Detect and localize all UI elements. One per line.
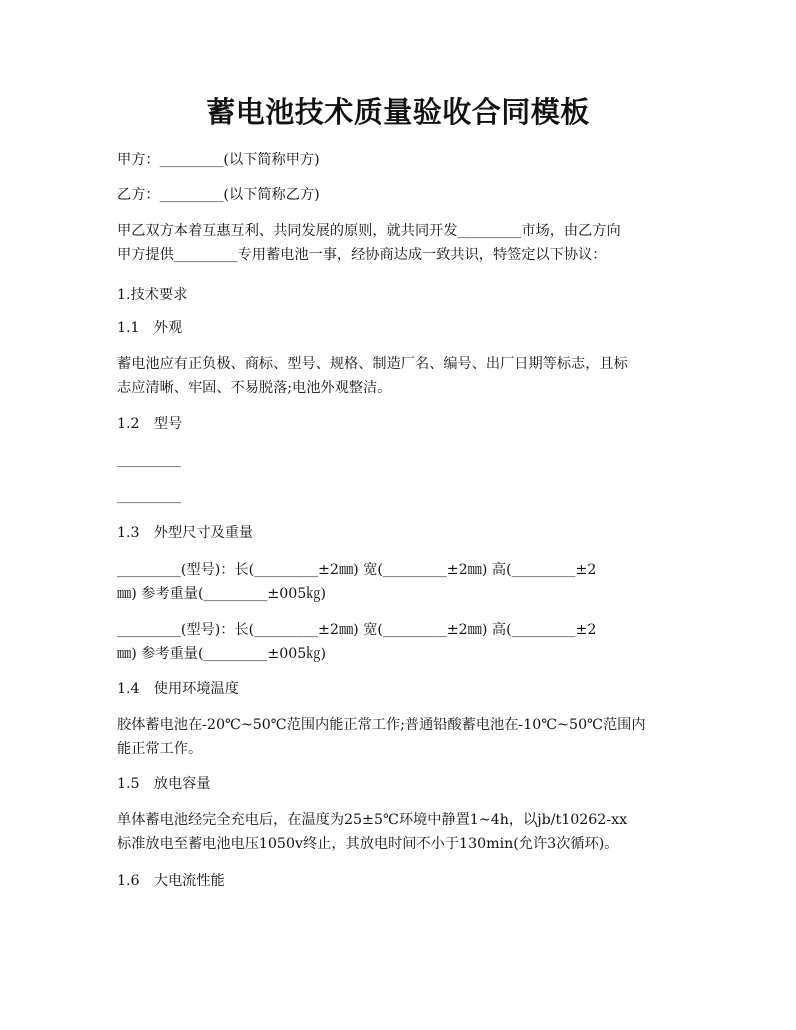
discharge-text-line-2: 标准放电至蓄电池电压1050v终止，其放电时间不小于130min(允许3次循环)。	[117, 836, 619, 852]
section-heading-model: 1.2 型号	[117, 416, 183, 432]
appearance-text-line-1: 蓄电池应有正负极、商标、型号、规格、制造厂名、编号、出厂日期等标志，且标	[117, 356, 628, 372]
discharge-text-line-1: 单体蓄电池经完全充电后，在温度为25±5℃环境中静置1~4h，以jb/t10262-xx	[117, 812, 628, 828]
temperature-text-line-2: 能正常工作。	[117, 741, 203, 757]
dimensions-spec-1-line-2: ㎜) 参考重量(_________±005㎏)	[117, 586, 327, 602]
document-title: 蓄电池技术质量验收合同模板	[206, 95, 590, 129]
temperature-text-line-1: 胶体蓄电池在-20℃~50℃范围内能正常工作;普通铅酸蓄电池在-10℃~50℃范围内	[117, 717, 646, 733]
section-heading-appearance: 1.1 外观	[117, 320, 183, 336]
model-blank-1: _________	[117, 452, 181, 468]
dimensions-spec-1-line-1: _________(型号)：长(_________±2㎜) 宽(_________±2㎜) 高(_________±2	[117, 562, 597, 578]
party-a-line: 甲方：_________(以下简称甲方)	[117, 152, 320, 168]
preamble-line-2: 甲方提供_________专用蓄电池一事，经协商达成一致共识，特签定以下协议：	[117, 247, 607, 263]
appearance-text-line-2: 志应清晰、牢固、不易脱落;电池外观整洁。	[117, 380, 392, 396]
section-heading-discharge-capacity: 1.5 放电容量	[117, 776, 211, 792]
party-b-line: 乙方：_________(以下简称乙方)	[117, 187, 320, 203]
section-heading-dimensions-weight: 1.3 外型尺寸及重量	[117, 525, 254, 541]
section-heading-technical-requirements: 1.技术要求	[117, 287, 188, 303]
dimensions-spec-2-line-1: _________(型号)：长(_________±2㎜) 宽(_________±2㎜) 高(_________±2	[117, 622, 597, 638]
model-blank-2: _________	[117, 488, 181, 504]
preamble-line-1: 甲乙双方本着互惠互利、共同发展的原则，就共同开发_________市场，由乙方向	[117, 223, 621, 239]
dimensions-spec-2-line-2: ㎜) 参考重量(_________±005㎏)	[117, 646, 327, 662]
section-heading-operating-temperature: 1.4 使用环境温度	[117, 681, 239, 697]
section-heading-high-current-performance: 1.6 大电流性能	[117, 873, 225, 889]
